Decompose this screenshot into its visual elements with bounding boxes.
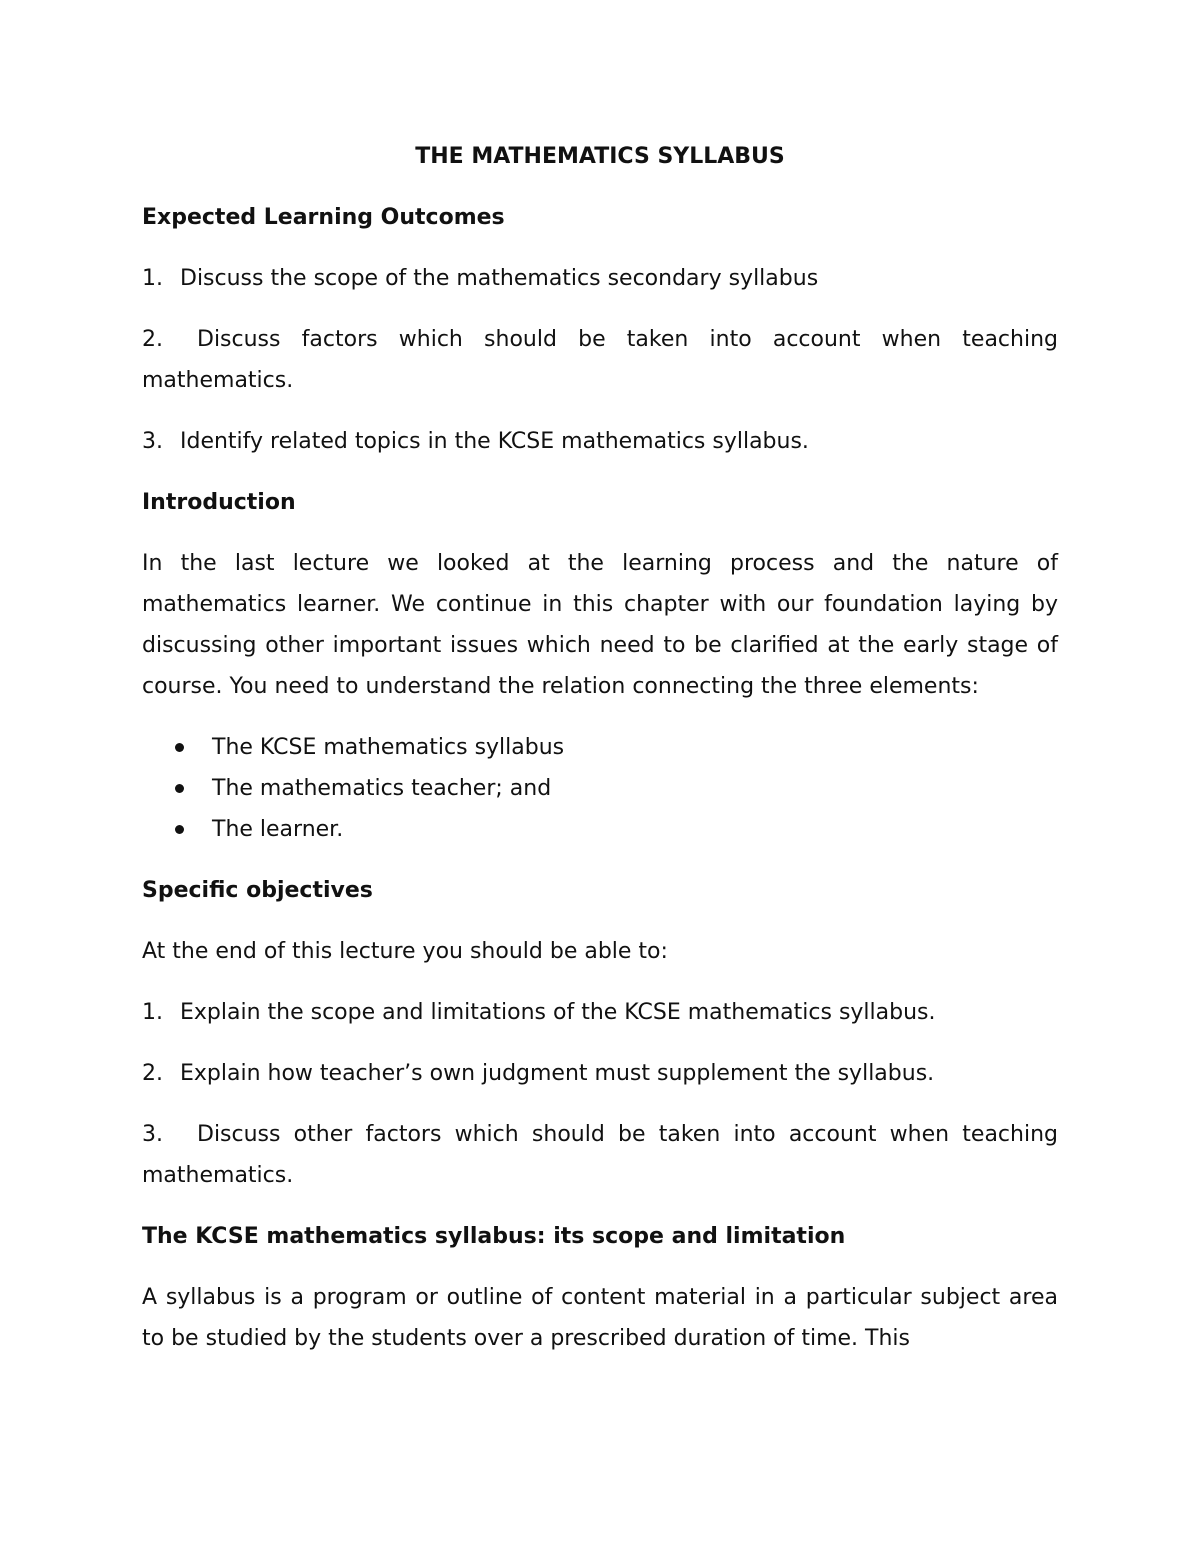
outcome-text: Identify related topics in the KCSE mathematics syllabus.	[180, 429, 809, 454]
list-item	[142, 727, 1058, 768]
outcome-number: 2.	[142, 327, 163, 352]
list-item	[142, 809, 1058, 850]
document-title: THE MATHEMATICS SYLLABUS	[415, 144, 785, 169]
objective-item-3	[142, 1114, 1058, 1196]
bullet-icon	[175, 825, 184, 834]
objective-text: Explain the scope and limitations of the KCSE mathematics syllabus.	[180, 1000, 936, 1025]
bullet-icon	[175, 743, 184, 752]
outcome-item-3	[142, 421, 1058, 462]
document-content	[142, 136, 1058, 1379]
introduction-paragraph: In the last lecture we looked at the learning process and the nature of mathematics learner. We continue in this chapter with our foundation laying by discussing other important issues which need to be clarified at the early stage of course. You need to understand the relation connecting the three elements:	[142, 551, 1058, 699]
objective-item-2	[142, 1053, 1058, 1094]
outcomes-heading: Expected Learning Outcomes	[142, 205, 505, 230]
objective-text: Explain how teacher’s own judgment must supplement the syllabus.	[180, 1061, 935, 1086]
list-item-text: The learner.	[212, 817, 344, 842]
outcome-item-2	[142, 319, 1058, 401]
objective-number: 3.	[142, 1122, 163, 1147]
objective-text: Discuss other factors which should be taken into account when teaching mathematics.	[142, 1122, 1058, 1188]
outcome-text: Discuss factors which should be taken into account when teaching mathematics.	[142, 327, 1058, 393]
objective-number: 1.	[142, 1000, 163, 1025]
list-item-text: The mathematics teacher; and	[212, 776, 552, 801]
list-item	[142, 768, 1058, 809]
objectives-heading: Specific objectives	[142, 878, 373, 903]
elements-list	[142, 727, 1058, 850]
outcome-item-1	[142, 258, 1058, 299]
objective-number: 2.	[142, 1061, 163, 1086]
bullet-icon	[175, 784, 184, 793]
outcome-text: Discuss the scope of the mathematics secondary syllabus	[180, 266, 819, 291]
objectives-lead: At the end of this lecture you should be able to:	[142, 939, 668, 964]
list-item-text: The KCSE mathematics syllabus	[212, 735, 565, 760]
outcome-number: 3.	[142, 429, 163, 454]
introduction-heading: Introduction	[142, 490, 296, 515]
scope-paragraph: A syllabus is a program or outline of content material in a particular subject area to be studied by the students over a prescribed duration of time. This	[142, 1285, 1058, 1351]
scope-heading: The KCSE mathematics syllabus: its scope and limitation	[142, 1224, 846, 1249]
outcome-number: 1.	[142, 266, 163, 291]
objective-item-1	[142, 992, 1058, 1033]
